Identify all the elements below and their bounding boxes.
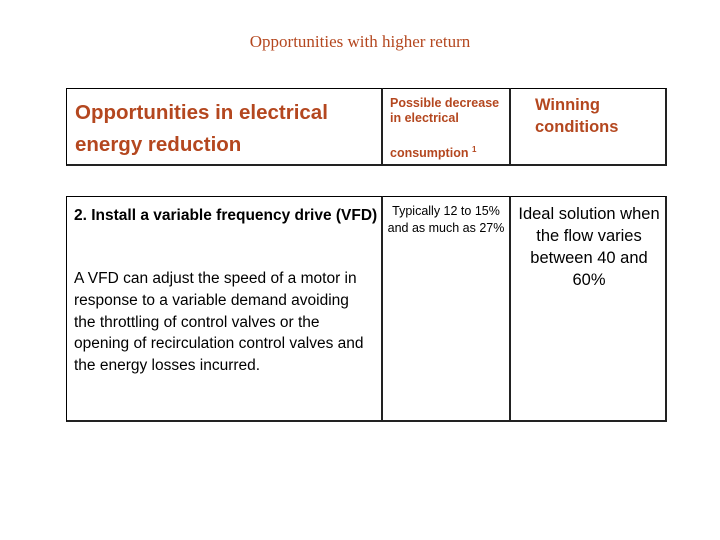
- footnote-marker: 1: [471, 145, 477, 154]
- conditions-value: Ideal solution when the flow varies between 40 and 60%: [518, 205, 660, 289]
- header-decrease-line1: Possible decrease in electrical: [390, 96, 500, 125]
- opportunity-description: A VFD can adjust the speed of a motor in response to a variable demand avoiding the throttling of control valves or the opening of recirculation control valves and the energy losses incurred.: [74, 270, 364, 375]
- slide-title: Opportunities with higher return: [249, 32, 471, 51]
- header-decrease-line2: consumption $^1$: [390, 145, 477, 161]
- opportunity-heading: 2. Install a variable frequency drive (VFD): [74, 207, 378, 224]
- row-cell-conditions: [511, 196, 667, 422]
- row-cell-decrease: [383, 196, 511, 422]
- header-cell-opportunities: [66, 88, 383, 166]
- header-cell-conditions: [511, 88, 667, 166]
- header-cell-decrease: [383, 88, 511, 166]
- row-cell-opportunity: [66, 196, 383, 422]
- header-opportunities: Opportunities in electrical energy reduction: [75, 101, 328, 156]
- header-conditions: Winning conditions: [535, 96, 619, 136]
- decrease-value: Typically 12 to 15% and as much as 27%: [387, 204, 505, 235]
